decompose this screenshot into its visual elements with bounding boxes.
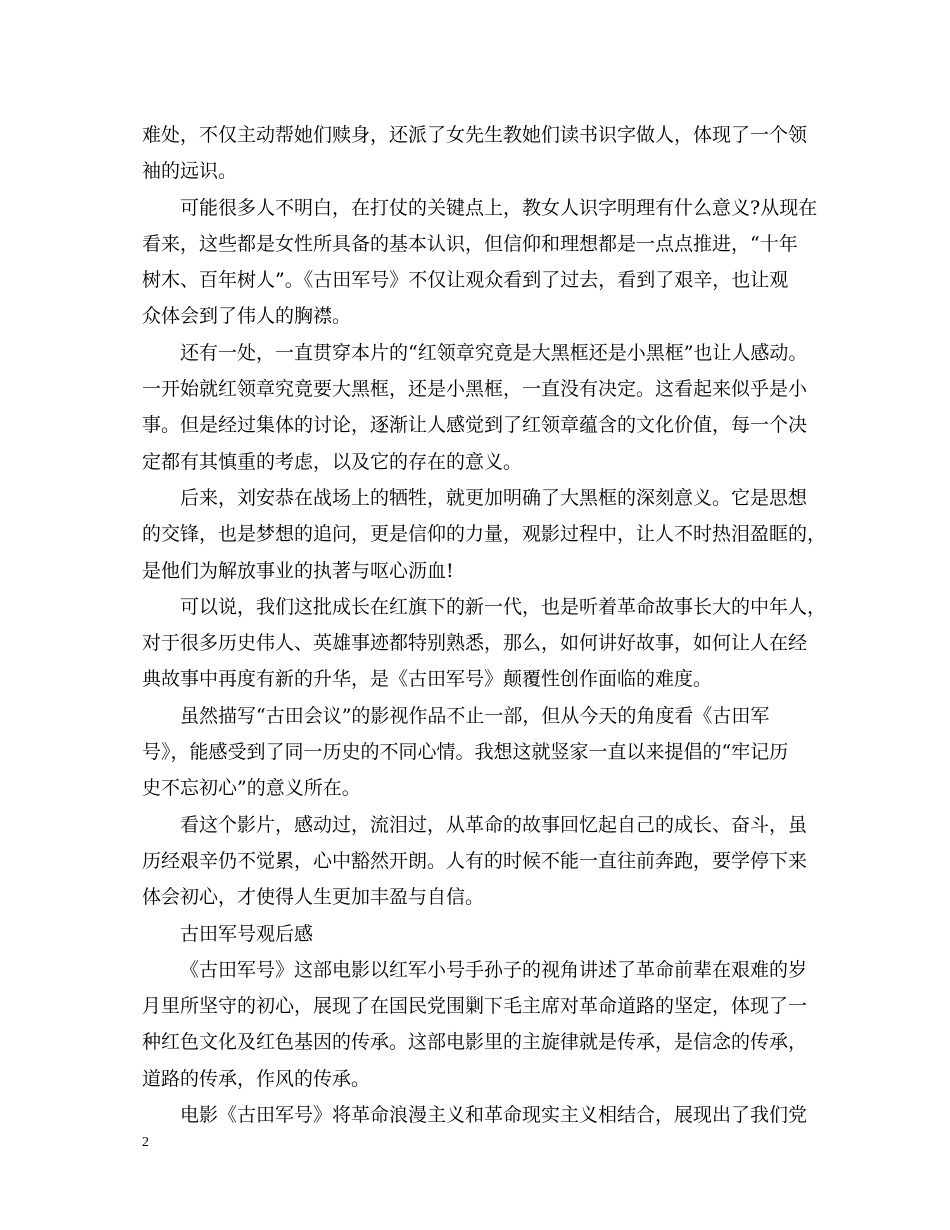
text-line: 虽然描写“古田会议”的影视作品不止一部，但从今天的角度看《古田军 xyxy=(180,704,770,727)
text-line: 还有一处，一直贯穿本片的“红领章究竟是大黑框还是小黑框”也让人感动。 xyxy=(180,341,808,364)
text-line: 体会初心，才使得人生更加丰盈与自信。 xyxy=(142,886,485,909)
text-line: 是他们为解放事业的执著与呕心沥血! xyxy=(142,559,454,582)
text-line: 众体会到了伟人的胸襟。 xyxy=(142,305,352,328)
text-line: 可能很多人不明白，在打仗的关键点上，教女人识字明理有什么意义?从现在 xyxy=(180,196,818,219)
text-line: 典故事中再度有新的升华，是《古田军号》颠覆性创作面临的难度。 xyxy=(142,668,713,691)
text-line: 可以说，我们这批成长在红旗下的新一代，也是听着革命故事长大的中年人， xyxy=(180,595,827,618)
text-line: 看这个影片，感动过，流泪过，从革命的故事回忆起自己的成长、奋斗，虽 xyxy=(180,813,808,836)
text-line: 月里所坚守的初心，展现了在国民党围剿下毛主席对革命道路的坚定，体现了一 xyxy=(142,995,808,1018)
text-line: 袖的远识。 xyxy=(142,160,238,183)
text-line: 道路的传承，作风的传承。 xyxy=(142,1067,371,1090)
text-line: 种红色文化及红色基因的传承。这部电影里的主旋律就是传承，是信念的传承， xyxy=(142,1031,808,1054)
text-line: 一开始就红领章究竟要大黑框，还是小黑框，一直没有决定。这看起来似乎是小 xyxy=(142,378,808,401)
text-line: 历经艰辛仍不觉累，心中豁然开朗。人有的时候不能一直往前奔跑，要学停下来 xyxy=(142,849,808,872)
text-line: 事。但是经过集体的讨论，逐渐让人感觉到了红领章蕴含的文化价值，每一个决 xyxy=(142,414,808,437)
text-line: 看来，这些都是女性所具备的基本认识，但信仰和理想都是一点点推进，“十年 xyxy=(142,232,798,255)
text-line: 对于很多历史伟人、英雄事迹都特别熟悉，那么，如何讲好故事，如何让人在经 xyxy=(142,632,808,655)
text-line: 树木、百年树人”。《古田军号》不仅让观众看到了过去，看到了艰辛，也让观 xyxy=(142,269,789,292)
page-number: 2 xyxy=(142,1135,149,1150)
text-line: 定都有其慎重的考虑，以及它的存在的意义。 xyxy=(142,450,523,473)
text-line: 难处，不仅主动帮她们赎身，还派了女先生教她们读书识字做人，体现了一个领 xyxy=(142,124,808,146)
text-line: 史不忘初心”的意义所在。 xyxy=(142,777,361,800)
text-line: 号》，能感受到了同一历史的不同心情。我想这就竖家一直以来提倡的“牢记历 xyxy=(142,741,789,764)
text-line: 后来，刘安恭在战场上的牺牲，就更加明确了大黑框的深刻意义。它是思想 xyxy=(180,486,808,509)
text-line: 古田军号观后感 xyxy=(180,922,314,945)
document-body xyxy=(142,117,832,1133)
text-line: 电影《古田军号》将革命浪漫主义和革命现实主义相结合，展现出了我们党 xyxy=(180,1104,808,1127)
text-line: 《古田军号》这部电影以红军小号手孙子的视角讲述了革命前辈在艰难的岁 xyxy=(180,958,808,981)
text-line: 的交锋，也是梦想的追问，更是信仰的力量，观影过程中，让人不时热泪盈眶的， xyxy=(142,523,827,546)
